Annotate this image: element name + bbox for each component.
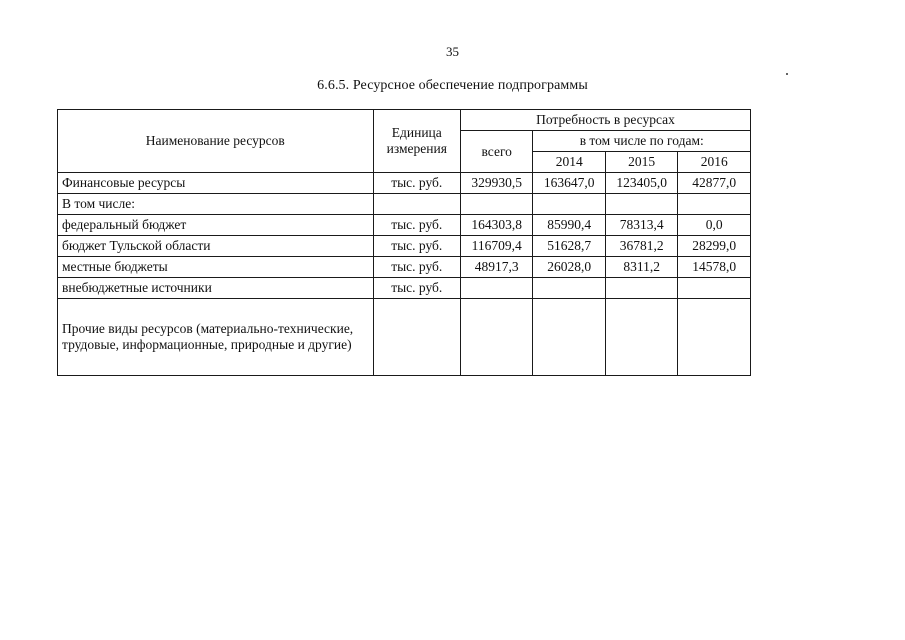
- row-unit: [373, 194, 460, 215]
- row-total: [460, 278, 532, 299]
- row-2015: [605, 278, 677, 299]
- table-row: [58, 236, 751, 257]
- table-row: [58, 215, 751, 236]
- row-name: Прочие виды ресурсов (материально-технические, трудовые, информационные, природные и другие): [58, 299, 374, 376]
- row-name: местные бюджеты: [58, 257, 374, 278]
- table-row: [58, 173, 751, 194]
- row-total: [460, 194, 532, 215]
- row-2016: [678, 278, 751, 299]
- row-2016: [678, 299, 751, 376]
- row-2015: [605, 194, 677, 215]
- table-row: [58, 299, 751, 376]
- header-resource-name: Наименование ресурсов: [58, 110, 374, 173]
- row-2016: 28299,0: [678, 236, 751, 257]
- row-2014: [533, 194, 605, 215]
- table-row: [58, 194, 751, 215]
- table-row: [58, 257, 751, 278]
- row-name: федеральный бюджет: [58, 215, 374, 236]
- header-year-2016: 2016: [678, 152, 751, 173]
- row-2016: [678, 194, 751, 215]
- row-unit: тыс. руб.: [373, 173, 460, 194]
- row-2015: 36781,2: [605, 236, 677, 257]
- row-2014: 85990,4: [533, 215, 605, 236]
- header-by-years: в том числе по годам:: [533, 131, 751, 152]
- row-2014: [533, 299, 605, 376]
- row-2014: 51628,7: [533, 236, 605, 257]
- table-row: [58, 278, 751, 299]
- header-total: всего: [460, 131, 532, 173]
- row-2015: [605, 299, 677, 376]
- table-header-row: [58, 110, 751, 131]
- row-total: 48917,3: [460, 257, 532, 278]
- row-unit: [373, 299, 460, 376]
- resources-table: [57, 109, 751, 376]
- row-2016: 14578,0: [678, 257, 751, 278]
- row-2016: 0,0: [678, 215, 751, 236]
- header-need: Потребность в ресурсах: [460, 110, 750, 131]
- page-number: 35: [446, 44, 459, 59]
- row-2015: 8311,2: [605, 257, 677, 278]
- row-2014: 163647,0: [533, 173, 605, 194]
- row-name: внебюджетные источники: [58, 278, 374, 299]
- header-unit: Единица измерения: [373, 110, 460, 173]
- header-year-2015: 2015: [605, 152, 677, 173]
- scan-speck: [786, 73, 788, 75]
- row-name: бюджет Тульской области: [58, 236, 374, 257]
- row-name: В том числе:: [58, 194, 374, 215]
- row-total: 329930,5: [460, 173, 532, 194]
- row-total: [460, 299, 532, 376]
- row-2014: [533, 278, 605, 299]
- header-year-2014: 2014: [533, 152, 605, 173]
- row-2016: 42877,0: [678, 173, 751, 194]
- row-unit: тыс. руб.: [373, 215, 460, 236]
- section-title: 6.6.5. Ресурсное обеспечение подпрограммы: [317, 78, 588, 93]
- row-unit: тыс. руб.: [373, 257, 460, 278]
- row-unit: тыс. руб.: [373, 278, 460, 299]
- row-name: Финансовые ресурсы: [58, 173, 374, 194]
- row-total: 116709,4: [460, 236, 532, 257]
- row-total: 164303,8: [460, 215, 532, 236]
- row-unit: тыс. руб.: [373, 236, 460, 257]
- row-2014: 26028,0: [533, 257, 605, 278]
- row-2015: 123405,0: [605, 173, 677, 194]
- row-2015: 78313,4: [605, 215, 677, 236]
